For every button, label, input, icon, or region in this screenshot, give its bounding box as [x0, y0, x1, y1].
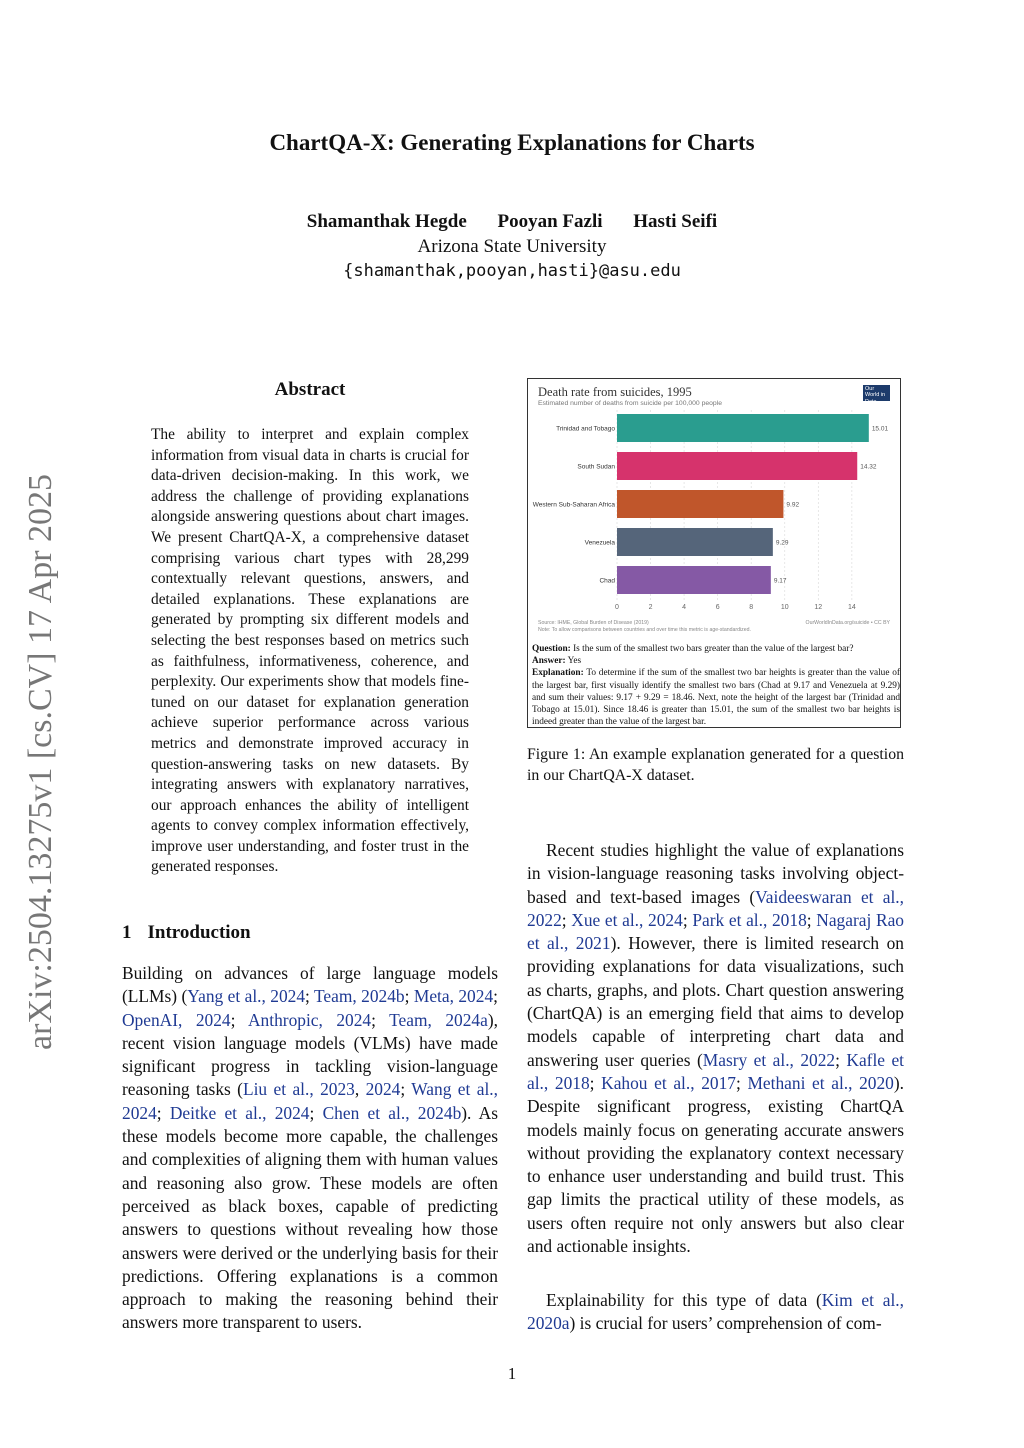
data-label: 9.92	[786, 501, 800, 509]
data-label: 14.32	[860, 463, 877, 471]
citation-link[interactable]: Kafle et al., 2018	[527, 1049, 904, 1093]
qa-block	[532, 643, 900, 728]
body-text: ;	[309, 1102, 323, 1123]
body-text: ;	[404, 986, 414, 1007]
category-label: Trinidad and Tobago	[556, 425, 615, 433]
author-list	[0, 211, 1024, 233]
body-text: Explainability for this type of data (	[546, 1290, 822, 1310]
author-name: Pooyan Fazli	[497, 211, 603, 232]
bar	[617, 490, 783, 518]
body-text: ;	[305, 986, 314, 1007]
citation-link[interactable]: Wang et al., 2024	[122, 1079, 498, 1123]
x-tick-label: 4	[682, 604, 687, 611]
x-tick-label: 2	[648, 604, 653, 611]
citation-link[interactable]: Nagaraj Rao et al., 2021	[527, 909, 904, 954]
body-text: ;	[371, 1009, 390, 1030]
author-name: Shamanthak Hegde	[306, 211, 467, 232]
section-heading-introduction	[122, 922, 251, 944]
x-tick-label: 6	[715, 604, 720, 611]
citation-link[interactable]: Masry et al., 2022	[702, 1049, 836, 1070]
answer-line	[532, 655, 900, 667]
citation-link[interactable]: 2024	[365, 1079, 401, 1100]
chart-note: Note: To allow comparisons between countries and over time this metric is age-standardized.	[538, 627, 751, 633]
body-text: Recent studies highlight the value of explanations in vision-language reasoning tasks involving object-based and text-based images (	[527, 840, 904, 907]
citation-link[interactable]: Park et al., 2018	[692, 909, 807, 930]
category-label: South Sudan	[577, 463, 615, 471]
citation-link[interactable]: Vaideeswaran et al., 2022	[527, 886, 904, 930]
citation-link[interactable]: Methani et al., 2020	[747, 1072, 894, 1093]
question-text: Is the sum of the smallest two bars greater than the value of the largest bar?	[573, 644, 854, 654]
citation-link[interactable]: Anthropic, 2024	[248, 1009, 372, 1030]
page-number: 1	[507, 1364, 517, 1383]
data-label: 9.29	[775, 539, 789, 547]
x-tick-label: 14	[847, 604, 856, 611]
citation-link[interactable]: Kim et al., 2020a	[527, 1290, 904, 1334]
bar	[617, 452, 857, 480]
x-tick-label: 8	[749, 604, 754, 611]
body-text: ). As these models become more capable, the challenges and complexities of aligning them with human values and reasoning also grow. These models are often perceived as black boxes, capable of predicting answers to questions without revealing how those answers were derived or the underlying basis for their predictions. Offering explanations is a common approach to making the reasoning behind their answers more transparent to users.	[122, 1102, 499, 1333]
author-name: Hasti Seifi	[633, 211, 718, 232]
x-tick-label: 10	[780, 604, 789, 611]
right-paragraph-1	[527, 839, 904, 1258]
chart-source-note: Source: IHME, Global Burden of Disease (2019)	[538, 620, 649, 626]
body-text: ) is crucial for users’ comprehension of com-	[569, 1313, 882, 1334]
citation-link[interactable]: OpenAI, 2024	[122, 1009, 231, 1030]
category-label: Chad	[599, 577, 615, 585]
body-text: ). Despite significant progress, existing ChartQA models mainly focus on generating accurate answers without providing the explanatory context necessary to enhance user understanding and build trust. This gap limits the practical utility of these models, as users often require not only answers but also clear and actionable insights.	[527, 1072, 905, 1257]
body-text: Building on advances of large language models (LLMs) (	[122, 963, 498, 1007]
explanation-line	[532, 667, 900, 728]
question-line	[532, 643, 900, 655]
citation-link[interactable]: Kahou et al., 2017	[601, 1072, 736, 1093]
answer-text: Yes	[567, 656, 582, 667]
data-label: 9.17	[773, 577, 787, 585]
affiliation: Arizona State University	[417, 236, 607, 257]
citation-link[interactable]: Meta, 2024	[413, 986, 494, 1007]
body-text: ;	[561, 909, 572, 930]
body-text: ;	[493, 986, 498, 1007]
body-text: ,	[354, 1079, 366, 1100]
body-text: ;	[682, 909, 693, 930]
citation-link[interactable]: Yang et al., 2024	[187, 986, 306, 1007]
chart-license: OurWorldInData.org/suicide • CC BY	[805, 620, 890, 626]
body-text: ;	[589, 1072, 602, 1093]
data-label: 15.01	[871, 425, 889, 433]
arxiv-stamp: arXiv:2504.13275v1 [cs.CV] 17 Apr 2025	[22, 473, 59, 1050]
x-tick-label: 12	[814, 604, 823, 611]
section-title: Introduction	[147, 922, 251, 943]
bar-chart	[528, 379, 900, 641]
citation-link[interactable]: Team, 2024b	[313, 986, 405, 1007]
citation-link[interactable]: Deitke et al., 2024	[169, 1102, 310, 1123]
body-text: ;	[735, 1072, 748, 1093]
paper-title: ChartQA-X: Generating Explanations for Charts	[269, 130, 755, 155]
answer-label: Answer:	[532, 656, 566, 667]
owid-logo: Our World in Data	[863, 385, 890, 401]
x-tick-label: 0	[615, 604, 619, 611]
body-text: ). However, there is limited research on providing explanations for data visualizations, such as charts, graphs, and plots. Chart question answering (ChartQA) is an emerging field that aims to develop models capable of interpreting chart data and answering user queries (	[527, 933, 904, 1070]
citation-link[interactable]: Chen et al., 2024b	[322, 1102, 462, 1123]
abstract-text: The ability to interpret and explain complex information from visual data in charts is crucial for data-driven decision-making. In this work, we address the challenge of providing explanations alongside answering questions about chart images. We present ChartQA-X, a comprehensive dataset comprising various chart types with 28,299 contextually relevant questions, answers, and detailed explanations. These explanations are generated by prompting six different models and selecting the best responses based on metrics such as faithfulness, informativeness, coherence, and perplexity. Our experiments show that models fine-tuned on our dataset for explanation generation achieve superior performance across various metrics and demonstrate improved accuracy in question-answering tasks on new datasets. By integrating answers with explanatory narratives, our approach enhances the ability of intelligent agents to convey complex information effectively, improve user understanding, and foster trust in the generated responses.	[151, 426, 469, 876]
explanation-label: Explanation:	[532, 668, 584, 679]
body-text: ;	[400, 1079, 412, 1100]
explanation-text: To determine if the sum of the smallest two bar heights is greater than the value of the largest bar, first visually identify the smallest two bars (Chad at 9.17 and Venezuela at 9.29) and sum their values: 9.17 + 9.29 = 18.46. Next, note the height of the largest bar (Trinidad and Tobago at 15.01). Since 18.46 is greater than 15.01, the sum of the smallest two bar heights is indeed greater than the value of the largest bar.	[532, 668, 901, 728]
body-text: ;	[156, 1102, 170, 1123]
citation-link[interactable]: Xue et al., 2024	[571, 909, 683, 930]
author-email: {shamanthak,pooyan,hasti}@asu.edu	[343, 261, 681, 281]
abstract-heading: Abstract	[274, 379, 346, 400]
body-text: ;	[230, 1009, 248, 1030]
bar	[617, 566, 771, 594]
citation-link[interactable]: Liu et al., 2023	[242, 1079, 355, 1100]
category-label: Venezuela	[584, 539, 615, 547]
body-text: ;	[806, 909, 817, 930]
bar	[617, 528, 773, 556]
citation-link[interactable]: Team, 2024a	[389, 1009, 488, 1030]
chart-subtitle: Estimated number of deaths from suicide per 100,000 people	[538, 400, 723, 407]
figure-1	[527, 378, 901, 728]
question-label: Question:	[532, 644, 571, 654]
category-label: Western Sub-Saharan Africa	[532, 501, 615, 509]
bar	[617, 414, 869, 442]
figure-caption: Figure 1: An example explanation generated for a question in our ChartQA-X dataset.	[527, 746, 904, 784]
intro-paragraph	[122, 962, 498, 1335]
body-text: ;	[835, 1049, 847, 1070]
chart-title: Death rate from suicides, 1995	[538, 385, 692, 399]
right-paragraph-2	[527, 1289, 904, 1336]
body-text: ), recent vision language models (VLMs) have made significant progress in tackling vision-language reasoning tasks (	[122, 1009, 498, 1100]
section-number: 1	[122, 922, 132, 943]
